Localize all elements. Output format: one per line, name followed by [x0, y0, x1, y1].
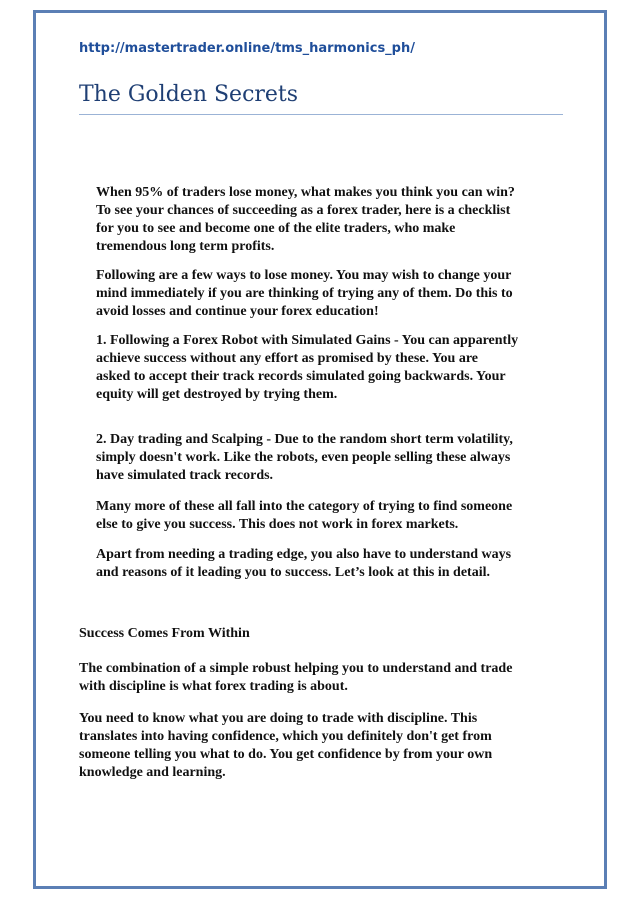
point-1-paragraph: 1. Following a Forex Robot with Simulated Gains - You can apparently achieve success without any effort as promised by these. You are asked to accept their track records simulated going backwards. Your equity will get destroyed by trying them. — [96, 333, 519, 402]
section-heading: Success Comes From Within — [79, 626, 250, 641]
header-url[interactable]: http://mastertrader.online/tms_harmonics_ph/ — [79, 41, 415, 56]
combination-paragraph: The combination of a simple robust helping you to understand and trade with discipline is what forex trading is about. — [79, 661, 513, 694]
apart-paragraph: Apart from needing a trading edge, you also have to understand ways and reasons of it leading you to success. Let’s look at this in detail. — [96, 547, 512, 580]
title-divider — [79, 114, 563, 115]
point-2-paragraph: 2. Day trading and Scalping - Due to the random short term volatility, simply doesn't work. Like the robots, even people selling these always have simulated track records. — [96, 432, 513, 483]
intro-paragraph: When 95% of traders lose money, what makes you think you can win? To see your chances of succeeding as a forex trader, here is a checklist for you to see and become one of the elite traders, who make tremendous long term profits. — [96, 185, 515, 254]
ways-paragraph: Following are a few ways to lose money. You may wish to change your mind immediately if you are thinking of trying any of them. Do this to avoid losses and continue your forex education! — [96, 268, 513, 319]
page-title: The Golden Secrets — [79, 82, 299, 107]
need-paragraph: You need to know what you are doing to trade with discipline. This translates into having confidence, which you definitely don't get from someone telling you what to do. You get confidence by from your own knowledge and learning. — [79, 711, 493, 780]
many-paragraph: Many more of these all fall into the category of trying to find someone else to give you success. This does not work in forex markets. — [96, 499, 513, 532]
